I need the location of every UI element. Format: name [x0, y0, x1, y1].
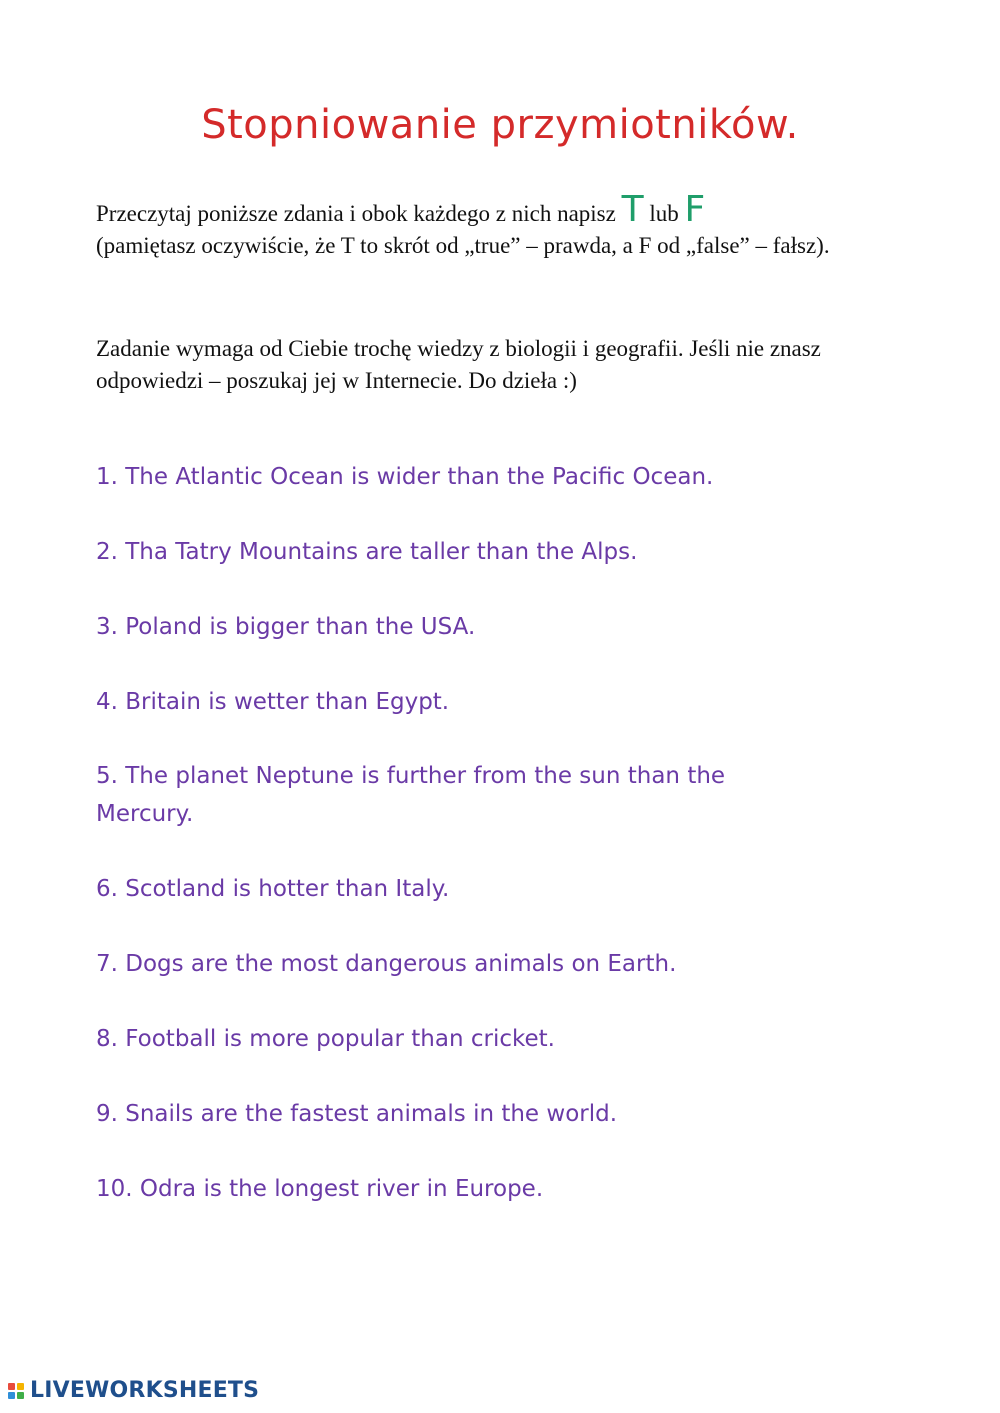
statement-4: 4. Britain is wetter than Egypt.	[96, 689, 450, 715]
statement-6: 6. Scotland is hotter than Italy.	[96, 876, 450, 902]
statement-3: 3. Poland is bigger than the USA.	[96, 614, 476, 640]
statement-9: 9. Snails are the fastest animals in the world.	[96, 1101, 618, 1127]
instructions-text-lub: lub	[649, 201, 679, 226]
statement-7: 7. Dogs are the most dangerous animals on Earth.	[96, 951, 677, 977]
statement-2: 2. Tha Tatry Mountains are taller than the Alps.	[96, 539, 638, 565]
instructions-paragraph-2: Zadanie wymaga od Ciebie trochę wiedzy z biologii i geografii. Jeśli nie znasz odpowiedzi – poszukaj jej w Internecie. Do dzieła :)	[96, 336, 821, 393]
statement-10: 10. Odra is the longest river in Europe.	[96, 1176, 544, 1202]
page-title: Stopniowanie przymiotników.	[201, 102, 799, 148]
instructions-paragraph-1	[96, 189, 916, 262]
statement-8: 8. Football is more popular than cricket.	[96, 1026, 555, 1052]
instructions-text-end: (pamiętasz oczywiście, że T to skrót od „true” – prawda, a F od „false” – fałsz).	[96, 233, 830, 258]
instructions-text-start: Przeczytaj poniższe zdania i obok każdego z nich napisz	[96, 201, 616, 226]
letter-f: F	[684, 189, 706, 230]
statement-1: 1. The Atlantic Ocean is wider than the Pacific Ocean.	[96, 464, 714, 490]
logo-squares-icon	[8, 1383, 24, 1399]
statement-5: 5. The planet Neptune is further from the sun than the Mercury.	[96, 763, 726, 827]
logo-text: LIVEWORKSHEETS	[30, 1378, 260, 1403]
letter-t: T	[621, 189, 644, 230]
liveworksheets-logo	[8, 1378, 259, 1403]
